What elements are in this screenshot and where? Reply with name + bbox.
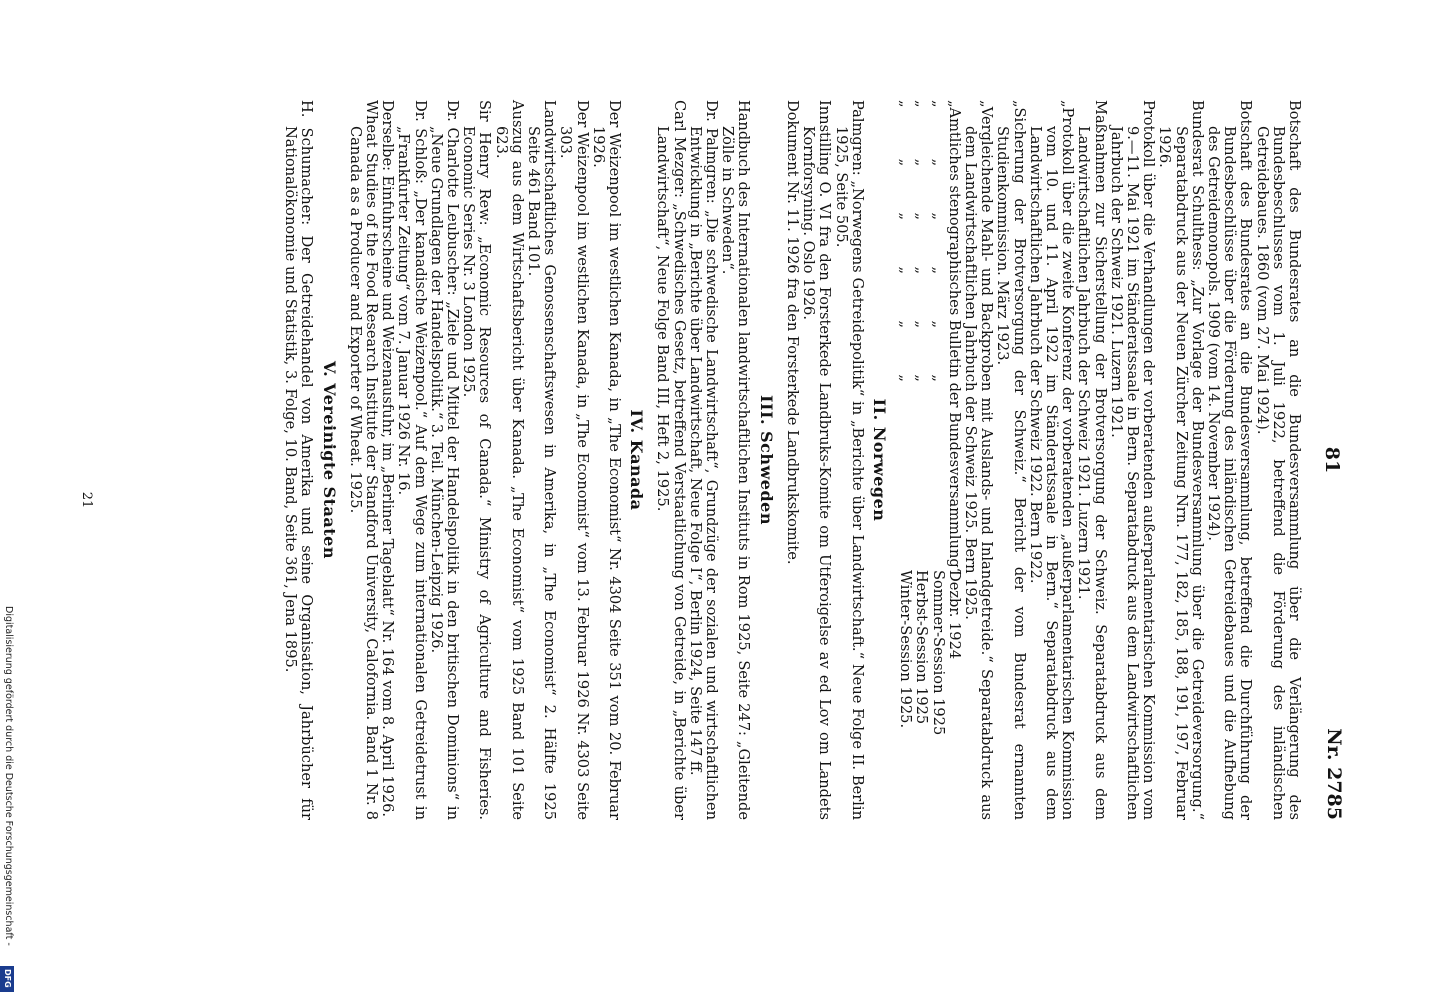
page-header	[1302, 100, 1345, 820]
bibliography-entry: Auszug aus dem Wirtschaftsbericht über Kanada. „The Economist“ vom 1925 Band 101 Seite 623.	[492, 100, 526, 820]
intro-entry: Botschaft des Bundesrates an die Bundesversammlung über die Verlängerung des Bundesbeschlusses vom 1. Juli 1922, betreffend die Förderung des inländischen Getreidebaues. 1860 (vom 27. Mai 1924).	[1253, 100, 1303, 820]
intro-entry: „Sicherung der Brotversorgung der Schweiz.“ Bericht der vom Bundesrat ernannten Studienkommission. März 1923.	[994, 100, 1028, 820]
bibliography-entry: Dr. Schloß: „Der kanadische Weizenpool.“ Auf dem Wege zum internationalen Getreidetrust in „Frankfurter Zeitung“ vom 7. Januar 1926 Nr. 16.	[395, 100, 429, 820]
bibliography-entry: Palmgren: „Norwegens Getreidepolitik“ in „Berichte über Landwirtschaft.“ Neue Folge II. Berlin 1925, Seite 505.	[832, 100, 866, 820]
intro-entry: Botschaft des Bundesrates an die Bundesversammlung, betreffend die Durchführung der Bundesbeschlüsse über die Förderung des inländischen Getreidebaues und die Aufhebung des Getreidemonopols. 1909 (vom 14. November 1924).	[1204, 100, 1255, 820]
section-heading: IV. Kanada	[627, 409, 647, 511]
bulletin-session: Winter-Session 1925.	[897, 570, 915, 729]
digitization-note	[2, 606, 14, 996]
intro-entry: Protokoll über die Verhandlungen der vorberatenden außerparlamentarischen Kommission vom 9.—11. Mai 1921 im Ständeratssaale in Bern. Separatabdruck aus dem Landwirtschaftlichen Jahrbuch der Schweiz 1921. Luzern 1921.	[1107, 100, 1158, 820]
document-number: Nr. 2785	[1323, 728, 1345, 820]
dfg-logo	[0, 966, 14, 992]
section-schweden	[654, 100, 776, 820]
bibliography-entry: Carl Mezger: „Schwedisches Gesetz, betreffend Verstaatlichung von Getreide, in „Berichte über Landwirtschaft“, Neue Folge Band III, Heft 2, 1925.	[654, 100, 688, 820]
intro-entry: „Vergleichende Mahl- und Backproben mit Auslands- und Inlandgetreide.“ Separatabdruck aus dem Landwirtschaftlichen Jahrbuch der Schweiz 1925. Bern 1925.	[961, 100, 996, 820]
bibliography-entry: Dokument Nr. 11. 1926 fra den Forsterkede Landbrukskomite.	[783, 100, 801, 565]
bulletin-session: Sommer-Session 1925	[929, 570, 947, 736]
bibliography-entry: Dr. Charlotte Leubuscher: „Ziele und Mittel der Handelspolitik in den britischen Dominions“ in „Neue Grundlagen der Handelspolitik.“ 3. Teil. München-Leipzig 1926.	[427, 100, 462, 820]
bibliography-entry: Dr. Palmgren: „Die schwedische Landwirtschaft“, Grundzüge der sozialen und wirtschaftlichen Entwicklung in „Berichte über Landwirtschaft, Neue Folge I“, Berlin 1924, Seite 147 ff.	[686, 100, 721, 820]
bibliography-entry: H. Schumacher: Der Getreidehandel von Amerika und seine Organisation, Jahrbücher für Nationalökonomie und Statistik, 3. Folge, 10. Band, Seite 361, Jena 1895.	[282, 100, 316, 820]
ditto-marks: „ „ „ „ „ „	[897, 100, 915, 382]
bulletin-session: Herbst-Session 1925	[913, 570, 931, 725]
page-content	[282, 100, 1345, 820]
page-number: 81	[1321, 446, 1343, 474]
section-heading: V. Vereinigte Staaten	[319, 361, 339, 559]
section-vereinigte-staaten	[282, 100, 337, 820]
bibliography-entry: Sir Henry Rew: „Economic Resources of Canada.“ Ministry of Agriculture and Fisheries. Economic Series Nr. 3 London 1925.	[460, 100, 494, 820]
section-norwegen	[784, 100, 887, 820]
bibliography-entry: Handbuch des Internationalen landwirtschaftlichen Instituts in Rom 1925, Seite 247: „Gleitende Zölle in Schweden“.	[719, 100, 753, 820]
bibliography-entry: Wheat Studies of the Food Research Institute der Standford University, Calofornia. Band 1 Nr. 8 Canada as a Producer and Exporter of Wheat. 1925.	[346, 100, 381, 820]
ditto-marks: „ „ „ „ „ „	[913, 100, 931, 382]
bulletin-entry	[897, 100, 962, 820]
bibliography-entry: Derselbe: Einfuhrscheine und Weizenausfuhr, im „Berliner Tageblatt“ Nr. 164 vom 8. April 1926.	[379, 100, 397, 818]
bulletin-title: „Amtliches stenographisches Bulletin der Bundesversammlung“	[945, 100, 963, 576]
intro-entries	[962, 100, 1302, 820]
section-kanada	[347, 100, 645, 820]
digitization-note-text: Digitalisierung gefördert durch die Deutsche Forschungsgemeinschaft -	[3, 606, 14, 946]
bulletin-session: Dezbr. 1924	[945, 570, 963, 660]
section-heading: II. Norwegen	[869, 398, 889, 522]
bibliography-entry: Der Weizenpool im westlichen Kanada, in „The Economist“ Nr. 4304 Seite 351 vom 20. Februar 1926.	[589, 100, 624, 820]
dfg-logo-text: DFG	[3, 969, 12, 988]
intro-entry: Maßnahmen zur Sicherstellung der Brotversorgung der Schweiz. Separatabdruck aus dem Landwirtschaftlichen Jahrbuch der Schweiz 1921. Luzern 1921.	[1075, 100, 1109, 820]
bibliography-entry: Der Weizenpool im westlichen Kanada, in „The Economist“ vom 13. Februar 1926 Nr. 4303 Seite 303.	[557, 100, 591, 820]
intro-entry: Bundesrat Schulthess: „Zur Vorlage der Bundesversammlung über die Getreideversorgung.“ Separatabdruck aus der Neuen Zürcher Zeitung Nrn. 177, 182, 185, 188, 191, 197, Februar 1926.	[1156, 100, 1206, 820]
bottom-page-number: 21	[79, 491, 94, 509]
intro-entry: „Protokoll über die zweite Konferenz der vorberatenden „außerparlamentarischen Kommission vom 10. und 11. April 1922 im Ständeratssaale in Bern.“ Separatabdruck aus dem Landwirtschaftlichen Jahrbuch der Schweiz 1922. Bern 1922.	[1026, 100, 1077, 820]
section-heading: III. Schweden	[756, 395, 776, 525]
bibliography-entry: Landwirtschaftliches Genossenschaftswesen in Amerika, in „The Economist“ 2. Hälfte 1925 Seite 461 Band 101.	[525, 100, 559, 820]
bibliography-entry: Innstilling O. VI fra den Forsterkede Landbruks-Komite om Utferoigelse av ed Lov om Landets Kornforsyning. Oslo 1926.	[800, 100, 834, 820]
ditto-marks: „ „ „ „ „ „	[929, 100, 947, 382]
